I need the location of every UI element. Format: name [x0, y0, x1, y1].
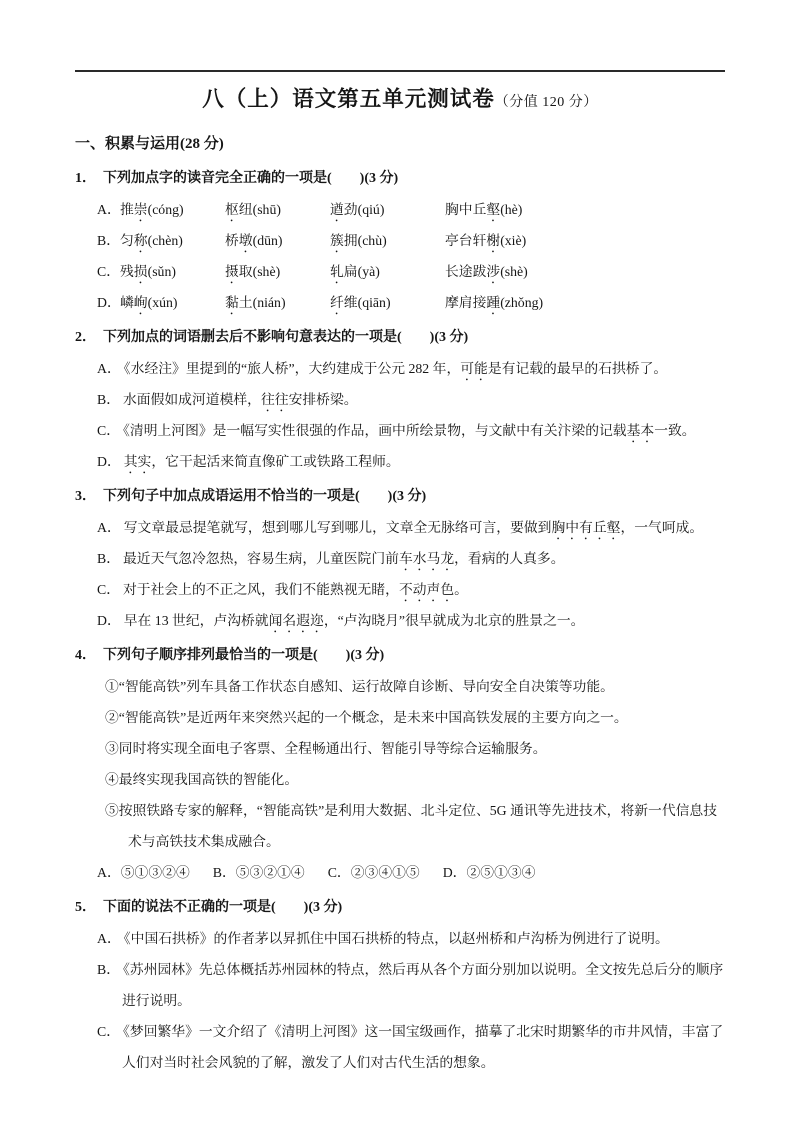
text-run: (qiān): [357, 295, 391, 310]
pinyin-word: [445, 287, 543, 318]
emphasized-text: 称: [133, 233, 148, 248]
option-row: [97, 415, 725, 446]
text-run: 《中国石拱桥》的作者茅以昇抓住中国石拱桥的特点，以赵州桥和卢沟桥为例进行了说明。: [123, 931, 669, 946]
emphasized-text: 榭: [486, 233, 501, 248]
text-run: 纽: [238, 202, 253, 217]
question-stem: [75, 640, 725, 671]
option-label: D．: [97, 613, 121, 628]
option-label: A．: [97, 361, 121, 376]
question-stem: [75, 892, 725, 923]
question-number: 4．: [75, 648, 96, 663]
question-stem-text: 下列加点字的读音完全正确的一项是( )(3 分): [103, 171, 399, 186]
text-run: 摩肩接: [445, 295, 487, 310]
pinyin-word: [330, 194, 445, 225]
pinyin-word: [225, 194, 330, 225]
option-label: A．: [97, 520, 121, 535]
top-rule: [75, 70, 725, 72]
text-run: ，一气呵成。: [620, 520, 704, 535]
option-row: [97, 384, 725, 415]
emphasized-text: 轧: [330, 264, 344, 279]
emphasized-text: 车水马龙: [398, 551, 455, 566]
question-1: [75, 163, 725, 318]
text-run: 扁: [343, 264, 358, 279]
question-stem: [75, 322, 725, 353]
emphasized-text: 遒: [330, 202, 344, 217]
option-label: B．: [97, 551, 120, 566]
option-row: [97, 512, 725, 543]
question-stem: [75, 481, 725, 512]
pinyin-word: [225, 225, 330, 256]
section-header: 一、积累与运用(28 分): [75, 136, 224, 152]
text-run: 推: [120, 202, 134, 217]
emphasized-text: 簇: [330, 233, 344, 248]
title-text: 八（上）语文第五单元测试卷: [202, 87, 495, 111]
text-run: 是有记载的最早的石拱桥了。: [487, 361, 668, 376]
option-label: C．: [97, 1024, 120, 1039]
option-row: [97, 446, 725, 477]
text-run: 《苏州园林》先总体概括苏州园林的特点，然后再从各个方面分别加以说明。全文按先总后分的顺序进行说明。: [122, 962, 724, 1008]
text-run: (dūn): [252, 233, 283, 248]
emphasized-text: 墩: [238, 233, 253, 248]
text-run: (hè): [500, 202, 523, 217]
option-row: [97, 353, 725, 384]
answer-choice: B．⑤③②①④: [212, 865, 305, 880]
option-row: [97, 1016, 725, 1078]
text-run: 维: [343, 295, 358, 310]
question-5: [75, 892, 725, 1078]
question-2: [75, 322, 725, 477]
text-run: 写文章最忌提笔就写，想到哪儿写到哪儿，文章全无脉络可言，要做到: [123, 520, 552, 535]
option-row: [97, 256, 725, 287]
question-number: 3．: [75, 489, 96, 504]
text-run: 劲: [343, 202, 358, 217]
text-run: 水面假如成河道模样，: [123, 392, 261, 407]
text-run: 《水经注》里提到的“旅人桥”，大约建成于公元 282 年，: [123, 361, 461, 376]
text-run: 《清明上河图》是一幅写实性很强的作品，画中所绘景物，与文献中有关汴梁的记载: [123, 423, 627, 438]
answer-choice: D．②⑤①③④: [442, 865, 536, 880]
pinyin-word: [225, 287, 330, 318]
text-run: (zhǒng): [500, 295, 544, 310]
emphasized-text: 涉: [486, 264, 501, 279]
text-run: 早在 13 世纪，卢沟桥就: [123, 613, 269, 628]
question-stem-text: 下列句子顺序排列最恰当的一项是( )(3 分): [103, 648, 385, 663]
emphasized-text: 壑: [486, 202, 501, 217]
pinyin-word: [120, 256, 225, 287]
option-label: B．: [97, 962, 120, 977]
text-run: (xún): [147, 295, 178, 310]
emphasized-text: 闻名遐迩: [268, 613, 324, 628]
text-run: 亭台轩: [445, 233, 487, 248]
text-run: 。: [454, 582, 468, 597]
pinyin-word: [445, 194, 522, 225]
emphasized-text: 往往: [260, 392, 289, 407]
option-label: D．: [97, 295, 121, 310]
text-run: (xiè): [500, 233, 527, 248]
sequence-item: ⑤按照铁路专家的解释，“智能高铁”是利用大数据、北斗定位、5G 通讯等先进技术，将新一代信息技术与高铁技术集成融合。: [105, 803, 718, 849]
option-row: [97, 225, 725, 256]
option-label: C．: [97, 423, 120, 438]
text-run: ，它干起活来简直像矿工或铁路工程师。: [151, 454, 400, 469]
text-run: (chù): [357, 233, 387, 248]
option-row: [97, 287, 725, 318]
text-run: 安排桥梁。: [288, 392, 358, 407]
text-run: (cóng): [147, 202, 184, 217]
text-run: ，看病的人真多。: [454, 551, 565, 566]
emphasized-text: 纤: [330, 295, 344, 310]
sequence-item: ①“智能高铁”列车具备工作状态自感知、运行故障自诊断、导向安全自决策等功能。: [105, 679, 614, 694]
pinyin-word: [330, 256, 445, 287]
text-run: 对于社会上的不正之风，我们不能熟视无睹，: [123, 582, 399, 597]
option-label: B．: [97, 392, 120, 407]
emphasized-text: 其实: [123, 454, 152, 469]
question-stem: [75, 163, 725, 194]
question-stem-text: 下面的说法不正确的一项是( )(3 分): [103, 900, 343, 915]
question-4: [75, 640, 725, 888]
text-run: (qiú): [357, 202, 385, 217]
text-run: 土: [238, 295, 253, 310]
pinyin-word: [120, 287, 225, 318]
text-run: (sǔn): [147, 264, 176, 279]
option-row: [97, 574, 725, 605]
pinyin-word: [330, 287, 445, 318]
text-run: 拥: [343, 233, 358, 248]
text-run: 嶙: [120, 295, 134, 310]
sequence-item: ④最终实现我国高铁的智能化。: [105, 772, 299, 787]
pinyin-word: [445, 225, 526, 256]
text-run: (yà): [357, 264, 380, 279]
question-stem-text: 下列句子中加点成语运用不恰当的一项是( )(3 分): [103, 489, 427, 504]
emphasized-text: 崇: [133, 202, 148, 217]
text-run: 桥: [225, 233, 239, 248]
text-run: 胸中丘: [445, 202, 487, 217]
question-number: 1．: [75, 171, 96, 186]
answer-choice: A．⑤①③②④: [97, 865, 190, 880]
page-title: [75, 82, 725, 113]
text-run: 《梦回繁华》一文介绍了《清明上河图》这一国宝级画作，描摹了北宋时期繁华的市井风情，丰富了人们对当时社会风貌的了解，激发了人们对古代生活的想象。: [122, 1024, 724, 1070]
questions-container: [75, 163, 725, 1078]
option-row: [97, 923, 725, 954]
text-run: (shè): [500, 264, 528, 279]
emphasized-text: 摄: [225, 264, 239, 279]
emphasized-text: 可能: [460, 361, 488, 376]
text-run: 长途跋: [445, 264, 487, 279]
text-run: (shū): [252, 202, 281, 217]
sequence-item: ③同时将实现全面电子客票、全程畅通出行、智能引导等综合运输服务。: [105, 741, 547, 756]
question-stem-text: 下列加点的词语删去后不影响句意表达的一项是( )(3 分): [103, 330, 469, 345]
option-label: B．: [97, 233, 120, 248]
text-run: (chèn): [147, 233, 183, 248]
option-label: C．: [97, 582, 120, 597]
sequence-item: ②“智能高铁”是近两年来突然兴起的一个概念，是未来中国高铁发展的主要方向之一。: [105, 710, 628, 725]
option-label: D．: [97, 454, 121, 469]
text-run: 最近天气忽冷忽热，容易生病，儿童医院门前: [123, 551, 399, 566]
text-run: (shè): [252, 264, 281, 279]
pinyin-word: [330, 225, 445, 256]
option-row: [97, 543, 725, 574]
option-row: [97, 605, 725, 636]
pinyin-word: [225, 256, 330, 287]
option-label: A．: [97, 931, 121, 946]
pinyin-word: [445, 256, 528, 287]
text-run: 残: [120, 264, 134, 279]
pinyin-word: [120, 225, 225, 256]
question-number: 2．: [75, 330, 96, 345]
text-run: ，“卢沟晓月”很早就成为北京的胜景之一。: [323, 613, 585, 628]
emphasized-text: 黏: [225, 295, 239, 310]
question-3: [75, 481, 725, 636]
answer-choice: C．②③④①⑤: [327, 865, 420, 880]
title-score-suffix: （分值 120 分）: [494, 95, 598, 110]
option-row: [97, 194, 725, 225]
text-run: (nián): [252, 295, 286, 310]
option-label: A．: [97, 202, 121, 217]
emphasized-text: 胸中有丘壑: [551, 520, 621, 535]
emphasized-text: 不动声色: [398, 582, 455, 597]
text-run: 取: [238, 264, 253, 279]
emphasized-text: 峋: [133, 295, 148, 310]
emphasized-text: 踵: [486, 295, 501, 310]
question-number: 5．: [75, 900, 96, 915]
answer-row: [97, 857, 725, 888]
text-run: 一致。: [654, 423, 696, 438]
pinyin-word: [120, 194, 225, 225]
option-label: C．: [97, 264, 120, 279]
emphasized-text: 损: [133, 264, 148, 279]
emphasized-text: 枢: [225, 202, 239, 217]
emphasized-text: 基本: [626, 423, 655, 438]
text-run: 匀: [120, 233, 134, 248]
option-row: [97, 954, 725, 1016]
